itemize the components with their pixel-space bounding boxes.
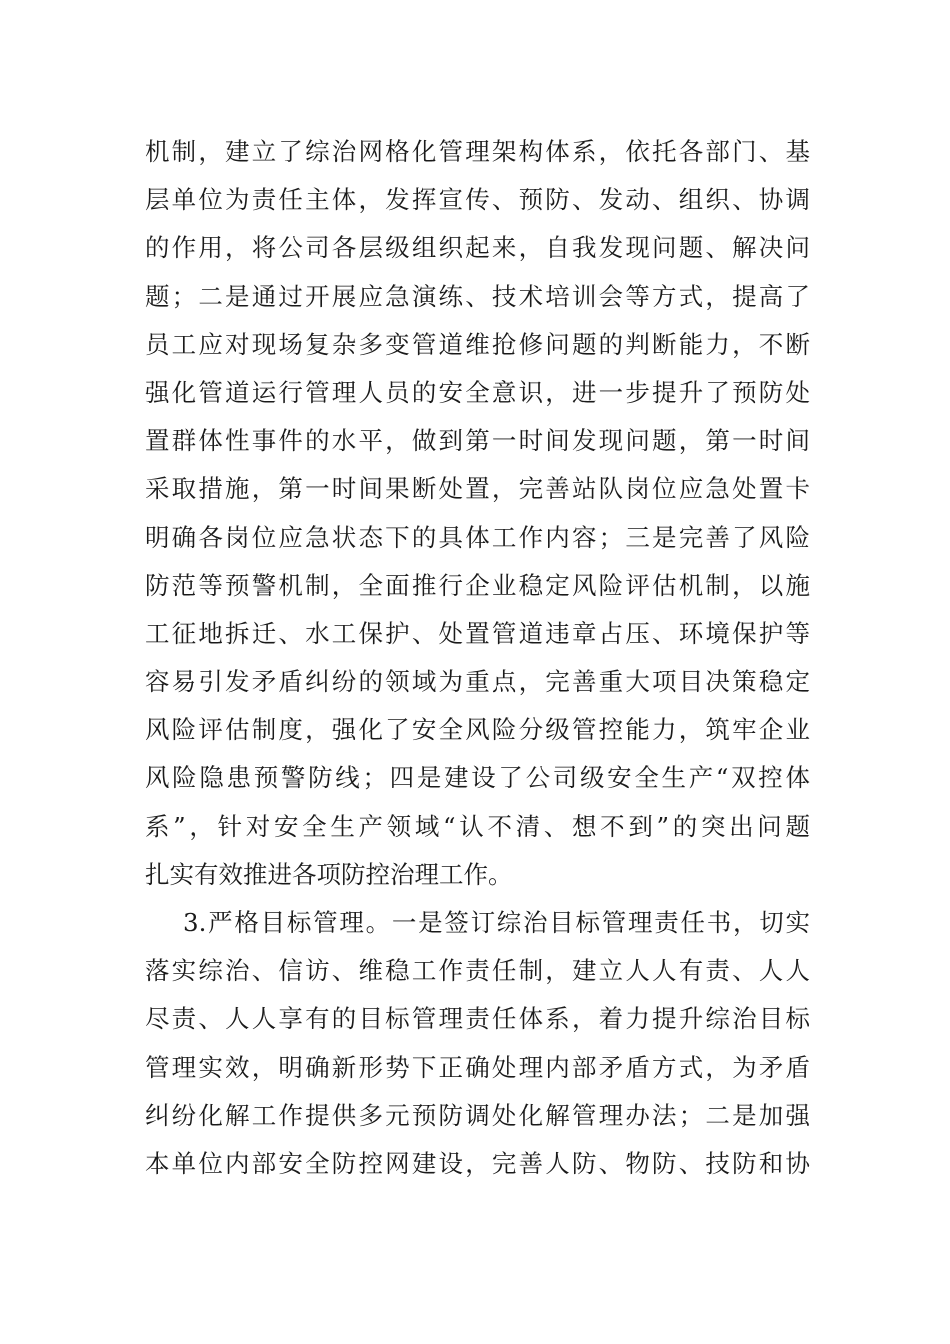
text-line: 工征地拆迁、水工保护、处置管道违章占压、环境保护等 bbox=[145, 618, 810, 648]
text-line: 强化管道运行管理人员的安全意识，进一步提升了预防处 bbox=[145, 377, 810, 407]
text-line: 落实综治、信访、维稳工作责任制，建立人人有责、人人 bbox=[145, 956, 810, 986]
text-line: 层单位为责任主体，发挥宣传、预防、发动、组织、协调 bbox=[145, 185, 810, 215]
text-line: 的作用，将公司各层级组织起来，自我发现问题、解决问 bbox=[145, 233, 810, 263]
text-line: 采取措施，第一时间果断处置，完善站队岗位应急处置卡 bbox=[145, 474, 810, 504]
text-line: 本单位内部安全防控网建设，完善人防、物防、技防和协 bbox=[145, 1148, 810, 1178]
text-line: 题；二是通过开展应急演练、技术培训会等方式，提高了 bbox=[145, 281, 810, 311]
text-line: 防范等预警机制，全面推行企业稳定风险评估机制，以施 bbox=[145, 570, 810, 600]
text-line: 尽责、人人享有的目标管理责任体系，着力提升综治目标 bbox=[145, 1004, 810, 1034]
text-line: 管理实效，明确新形势下正确处理内部矛盾方式，为矛盾 bbox=[145, 1052, 810, 1082]
text-line: 容易引发矛盾纠纷的领域为重点，完善重大项目决策稳定 bbox=[145, 667, 810, 697]
text-line: 风险评估制度，强化了安全风险分级管控能力，筑牢企业 bbox=[145, 715, 810, 745]
text-line: 明确各岗位应急状态下的具体工作内容；三是完善了风险 bbox=[145, 522, 810, 552]
text-line: 系”，针对安全生产领域“认不清、想不到”的突出问题 bbox=[145, 811, 810, 841]
text-line: 3.严格目标管理。一是签订综治目标管理责任书，切实 bbox=[183, 908, 810, 937]
text-line: 员工应对现场复杂多变管道维抢修问题的判断能力，不断 bbox=[145, 329, 810, 359]
text-line: 纠纷化解工作提供多元预防调处化解管理办法；二是加强 bbox=[145, 1100, 810, 1130]
text-line: 置群体性事件的水平，做到第一时间发现问题，第一时间 bbox=[145, 426, 810, 456]
text-line: 机制，建立了综治网格化管理架构体系，依托各部门、基 bbox=[145, 137, 810, 166]
text-line: 风险隐患预警防线；四是建设了公司级安全生产“双控体 bbox=[145, 763, 810, 793]
text-line: 扎实有效推进各项防控治理工作。 bbox=[145, 859, 513, 889]
body-text bbox=[145, 128, 810, 1188]
